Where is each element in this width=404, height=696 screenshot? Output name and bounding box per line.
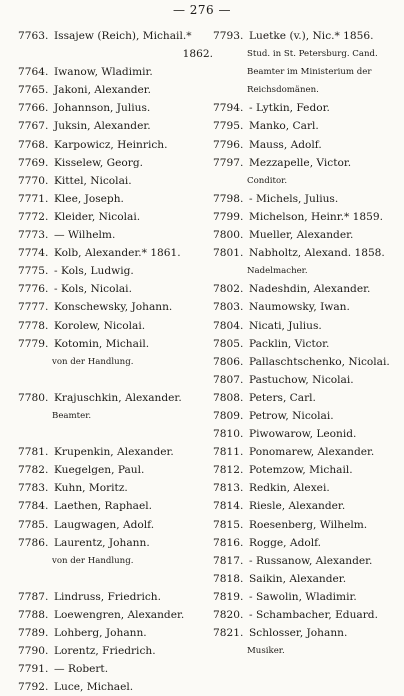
entry-number: 7795.	[213, 120, 244, 133]
entry-number: 7781.	[18, 446, 49, 459]
register-entry	[213, 570, 399, 588]
entry-number: 7771.	[18, 192, 49, 205]
register-entry	[213, 606, 399, 624]
entry-number: 7764.	[18, 66, 49, 79]
register-entry	[213, 479, 399, 497]
entry-number: 7816.	[213, 536, 244, 549]
entry-name: Korolew, Nicolai.	[54, 319, 146, 332]
page-number: — 276 —	[172, 3, 232, 17]
entry-number: 7811.	[213, 446, 244, 459]
register-entry	[18, 99, 213, 117]
entry-name: Kisselew, Georg.	[54, 156, 143, 169]
entry-number: 7801.	[213, 247, 244, 260]
entry-name: — Wilhelm.	[54, 229, 116, 242]
entry-name: Petrow, Nicolai.	[249, 409, 334, 422]
register-entry	[18, 389, 213, 407]
entry-number: 7788.	[18, 609, 49, 621]
entry-number: 7783.	[18, 482, 49, 495]
entry-number: 7796.	[213, 138, 244, 151]
register-entry	[18, 154, 213, 172]
entry-note	[213, 642, 399, 660]
register-entry	[213, 298, 399, 316]
register-entry	[213, 624, 399, 642]
entry-number: 7815.	[213, 518, 244, 531]
entry-name: Redkin, Alexei.	[249, 482, 330, 495]
entry-number: 7787.	[18, 590, 49, 603]
entry-note-text: Conditor.	[247, 175, 288, 186]
entry-note	[213, 172, 399, 190]
entry-number: 7769.	[18, 156, 49, 169]
entry-note-text: Stud. in St. Petersburg. Cand.	[247, 49, 378, 60]
entry-name: Issajew (Reich), Michail.*	[54, 30, 192, 42]
entry-name: - Sawolin, Wladimir.	[249, 590, 357, 603]
entry-number: 7792.	[18, 681, 49, 694]
register-entry	[213, 317, 399, 335]
register-entry	[18, 298, 213, 316]
entry-number: 7780.	[18, 391, 49, 404]
entry-name: - Schambacher, Eduard.	[249, 609, 378, 621]
entry-number: 7763.	[18, 30, 49, 42]
right-column	[213, 27, 399, 660]
entry-name: Mauss, Adolf.	[249, 138, 322, 151]
entry-number: 7805.	[213, 337, 244, 350]
entry-name: Piwowarow, Leonid.	[249, 428, 357, 441]
register-entry	[213, 190, 399, 208]
entry-note	[213, 45, 399, 63]
entry-number: 7812.	[213, 464, 244, 477]
register-entry	[18, 534, 213, 552]
register-entry	[18, 244, 213, 262]
entry-name: Iwanow, Wladimir.	[54, 66, 153, 79]
register-entry	[18, 81, 213, 99]
entry-name: Laugwagen, Adolf.	[54, 518, 155, 531]
entry-name: Juksin, Alexander.	[54, 120, 151, 133]
entry-name: Luetke (v.), Nic.* 1856.	[249, 30, 374, 42]
entry-number: 7775.	[18, 265, 49, 278]
register-entry	[213, 335, 399, 353]
entry-number: 7784.	[18, 500, 49, 513]
entry-note-text: Beamter.	[52, 410, 92, 421]
register-entry	[213, 516, 399, 534]
entry-note	[18, 407, 213, 425]
entry-number: 7794.	[213, 102, 244, 115]
register-entry	[18, 606, 213, 624]
entry-note	[18, 552, 213, 570]
entry-name: Konschewsky, Johann.	[54, 301, 173, 314]
register-entry	[213, 407, 399, 425]
entry-name: Kuegelgen, Paul.	[54, 464, 145, 477]
entry-number: 7770.	[18, 174, 49, 187]
entry-name: Nicati, Julius.	[249, 319, 322, 332]
blank-line	[18, 425, 213, 443]
entry-number: 7774.	[18, 247, 49, 260]
blank-line	[18, 371, 213, 389]
register-entry	[18, 172, 213, 190]
register-entry	[18, 317, 213, 335]
entry-note-text: von der Handlung.	[52, 555, 134, 566]
entry-number: 7819.	[213, 590, 244, 603]
register-entry	[18, 226, 213, 244]
entry-name: Rogge, Adolf.	[249, 536, 322, 549]
register-entry	[18, 208, 213, 226]
register-entry	[213, 353, 399, 371]
register-entry	[213, 371, 399, 389]
register-entry	[18, 190, 213, 208]
entry-name: Lindruss, Friedrich.	[54, 590, 161, 603]
register-entry	[18, 117, 213, 135]
entry-name: Loewengren, Alexander.	[54, 609, 185, 621]
entry-name: Mueller, Alexander.	[249, 229, 354, 242]
register-entry	[213, 226, 399, 244]
entry-name: Lohberg, Johann.	[54, 627, 147, 640]
entry-name: Riesle, Alexander.	[249, 500, 346, 513]
entry-name: Roesenberg, Wilhelm.	[249, 518, 368, 531]
register-entry	[213, 552, 399, 570]
entry-number: 7798.	[213, 192, 244, 205]
entry-number: 7793.	[213, 30, 244, 42]
entry-note-text: Nadelmacher.	[247, 266, 308, 277]
register-entry	[18, 461, 213, 479]
register-entry	[213, 99, 399, 117]
register-entry	[213, 136, 399, 154]
register-entry	[213, 389, 399, 407]
entry-name: Manko, Carl.	[249, 120, 319, 133]
register-entry	[18, 262, 213, 280]
entry-name: Nadeshdin, Alexander.	[249, 283, 371, 296]
blank-line	[18, 570, 213, 588]
entry-number: 7813.	[213, 482, 244, 495]
entry-number: 7797.	[213, 156, 244, 169]
entry-name: Schlosser, Johann.	[249, 627, 348, 640]
entry-number: 7789.	[18, 627, 49, 640]
entry-name: Krajuschkin, Alexander.	[54, 391, 182, 404]
entry-name: Karpowicz, Heinrich.	[54, 138, 168, 151]
register-entry	[213, 443, 399, 461]
entry-name: Packlin, Victor.	[249, 337, 330, 350]
register-entry	[213, 280, 399, 298]
entry-number: 7766.	[18, 102, 49, 115]
register-entry	[213, 588, 399, 606]
register-entry	[213, 208, 399, 226]
register-entry	[18, 516, 213, 534]
entry-number: 7800.	[213, 229, 244, 242]
entry-name: Lorentz, Friedrich.	[54, 645, 156, 658]
entry-number: 7765.	[18, 84, 49, 97]
entry-name: Luce, Michael.	[54, 681, 134, 694]
entry-name: Naumowsky, Iwan.	[249, 301, 350, 314]
entry-number: 7810.	[213, 428, 244, 441]
entry-name: Peters, Carl.	[249, 391, 316, 404]
entry-number: 7806.	[213, 355, 244, 368]
entry-number: 7777.	[18, 301, 49, 314]
entry-number: 7809.	[213, 409, 244, 422]
entry-number: 7786.	[18, 536, 49, 549]
register-entry	[18, 678, 213, 696]
entry-name: - Kols, Nicolai.	[54, 283, 132, 296]
register-entry	[18, 443, 213, 461]
entry-number: 7814.	[213, 500, 244, 513]
entry-name: Saikin, Alexander.	[249, 572, 347, 585]
entry-note	[213, 81, 399, 99]
entry-name: Pallaschtschenko, Nicolai.	[249, 355, 390, 368]
register-entry	[18, 660, 213, 678]
entry-number: 7817.	[213, 554, 244, 567]
entry-number: 7778.	[18, 319, 49, 332]
entry-number: 7804.	[213, 319, 244, 332]
entry-number: 7785.	[18, 518, 49, 531]
entry-name: - Russanow, Alexander.	[249, 554, 373, 567]
entry-name: Laurentz, Johann.	[54, 536, 150, 549]
entry-number: 7772.	[18, 210, 49, 223]
entry-name: - Michels, Julius.	[249, 192, 339, 205]
entry-name: Kittel, Nicolai.	[54, 174, 132, 187]
entry-name: Kotomin, Michail.	[54, 337, 150, 350]
register-entry	[213, 534, 399, 552]
entry-note	[213, 63, 399, 81]
entry-name: Jakoni, Alexander.	[54, 84, 152, 97]
left-column	[18, 27, 213, 696]
entry-number: 7773.	[18, 229, 49, 242]
register-entry	[213, 117, 399, 135]
entry-name: - Kols, Ludwig.	[54, 265, 134, 278]
entry-number: 7807.	[213, 373, 244, 386]
entry-number: 7820.	[213, 609, 244, 621]
register-entry	[18, 136, 213, 154]
entry-name: Johannson, Julius.	[54, 102, 151, 115]
register-entry	[18, 280, 213, 298]
entry-continuation	[18, 45, 213, 63]
register-entry	[213, 244, 399, 262]
entry-name: - Lytkin, Fedor.	[249, 102, 330, 115]
register-entry	[18, 63, 213, 81]
entry-number: 7779.	[18, 337, 49, 350]
register-entry	[213, 497, 399, 515]
register-entry	[18, 642, 213, 660]
entry-name: Pastuchow, Nicolai.	[249, 373, 354, 386]
entry-number: 7767.	[18, 120, 49, 133]
entry-note	[213, 262, 399, 280]
register-entry	[213, 154, 399, 172]
entry-note-text: Musiker.	[247, 646, 285, 657]
register-entry	[18, 27, 213, 45]
register-entry	[213, 461, 399, 479]
entry-number: 7808.	[213, 391, 244, 404]
entry-name: Kuhn, Moritz.	[54, 482, 128, 495]
entry-name: Krupenkin, Alexander.	[54, 446, 174, 459]
entry-number: 7799.	[213, 210, 244, 223]
entry-name: Laethen, Raphael.	[54, 500, 153, 513]
entry-note-text: Reichsdomänen.	[247, 85, 319, 96]
entry-name: Ponomarew, Alexander.	[249, 446, 375, 459]
entry-number: 7782.	[18, 464, 49, 477]
entry-name: Nabholtz, Alexand. 1858.	[249, 247, 385, 260]
entry-continuation-text: 1862.	[182, 48, 213, 61]
entry-name: — Robert.	[54, 663, 109, 676]
entry-number: 7818.	[213, 572, 244, 585]
entry-number: 7776.	[18, 283, 49, 296]
entry-number: 7803.	[213, 301, 244, 314]
entry-name: Kleider, Nicolai.	[54, 210, 141, 223]
entry-name: Michelson, Heinr.* 1859.	[249, 210, 383, 223]
entry-number: 7791.	[18, 663, 49, 676]
register-entry	[18, 497, 213, 515]
entry-note-text: von der Handlung.	[52, 356, 134, 367]
entry-name: Potemzow, Michail.	[249, 464, 353, 477]
register-entry	[18, 588, 213, 606]
entry-number: 7768.	[18, 138, 49, 151]
entry-number: 7802.	[213, 283, 244, 296]
register-entry	[18, 624, 213, 642]
entry-name: Kolb, Alexander.* 1861.	[54, 247, 181, 260]
register-entry	[18, 479, 213, 497]
entry-number: 7790.	[18, 645, 49, 658]
entry-number: 7821.	[213, 627, 244, 640]
entry-name: Klee, Joseph.	[54, 192, 124, 205]
entry-name: Mezzapelle, Victor.	[249, 156, 352, 169]
register-entry	[213, 425, 399, 443]
entry-note-text: Beamter im Ministerium der	[247, 67, 372, 78]
register-entry	[18, 335, 213, 353]
entry-note	[18, 353, 213, 371]
register-entry	[213, 27, 399, 45]
